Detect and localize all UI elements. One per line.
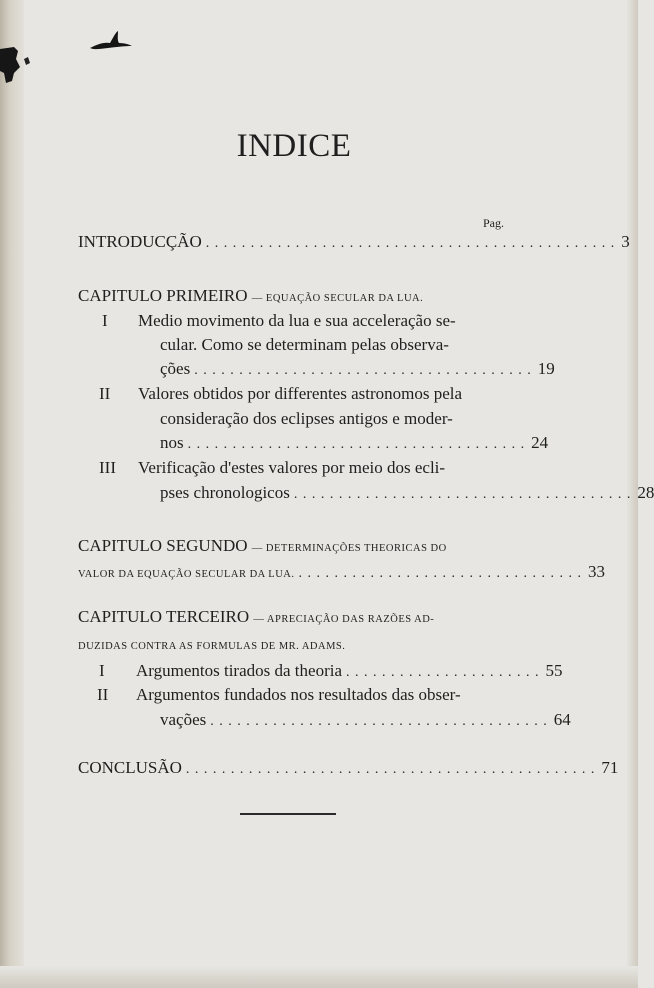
section-text-line: vações (160, 710, 207, 729)
toc-entry-section (160, 710, 571, 730)
chapter-heading-2 (78, 536, 447, 556)
chapter-subtitle: DUZIDAS CONTRA AS FORMULAS DE MR. ADAMS. (78, 641, 346, 652)
leader-dots: . . . . . . . . . . . . . . . . . . . . . . . . . . . . . . . . . . . . . . (293, 487, 632, 502)
section-number: II (97, 685, 109, 704)
section-text-line: ções (160, 359, 191, 378)
leader-dots: . . . . . . . . . . . . . . . . . . . . . . . . . . . . . . . . . . . . . . (187, 437, 526, 452)
chapter-title: CAPITULO SEGUNDO (78, 536, 248, 555)
leader-dots: . . . . . . . . . . . . . . . . . . . . . . (346, 665, 540, 680)
section-number: I (102, 311, 108, 330)
leader-dots: . . . . . . . . . . . . . . . . . . . . . . . . . . . . . . . . . . . . . . . . . . . . . . (205, 236, 616, 251)
section-text-line: pses chronologicos (160, 483, 290, 502)
toc-label: INTRODUCÇÃO (78, 232, 202, 251)
toc-entry-conclusao (78, 758, 619, 778)
toc-entry-section (136, 661, 563, 681)
toc-entry-introducao (78, 232, 630, 252)
toc-entry-section (160, 359, 555, 379)
chapter-subtitle-line (78, 634, 345, 654)
leader-dots: . . . . . . . . . . . . . . . . . . . . . . . . . . . . . . . . . . . . . . (210, 714, 548, 729)
chapter-subtitle: — DETERMINAÇÕES THEORICAS DO (251, 543, 447, 554)
toc-page: 24 (531, 433, 549, 452)
page-column-header: Pag. (483, 216, 504, 230)
section-text-line: nos (160, 433, 184, 452)
leader-dots: . . . . . . . . . . . . . . . . . . . . . . . . . . . . . . . . . . . . . . . . . . . . . . (185, 762, 596, 777)
toc-page: 19 (537, 359, 555, 378)
page-edge-bottom (0, 966, 638, 988)
ink-mark-icon (88, 28, 134, 54)
page-title: INDICE (236, 128, 352, 164)
toc-page: 28 (637, 483, 654, 502)
ink-stain-icon (0, 45, 30, 85)
chapter-title: CAPITULO TERCEIRO (78, 607, 250, 626)
section-text-line: Valores obtidos por differentes astronomos pela (138, 384, 463, 403)
chapter-subtitle: — EQUAÇÃO SECULAR DA LUA. (251, 293, 424, 304)
chapter-subtitle: — APRECIAÇÃO DAS RAZÕES AD- (253, 614, 435, 625)
toc-label: CONCLUSÃO (78, 758, 182, 777)
chapter-heading-1 (78, 286, 423, 306)
chapter-subtitle: VALOR DA EQUAÇÃO SECULAR DA LUA. (78, 569, 295, 580)
leader-dots: . . . . . . . . . . . . . . . . . . . . . . . . . . . . . . . . . . . . . . (194, 363, 532, 378)
section-number: I (99, 661, 105, 680)
section-number: II (99, 384, 111, 403)
toc-entry-section (160, 483, 654, 503)
section-text-line: Verificação d'estes valores por meio dos ecli- (138, 458, 446, 477)
toc-page: 71 (601, 758, 619, 777)
section-text-line: Argumentos tirados da theoria (136, 661, 343, 680)
chapter-heading-3 (78, 607, 434, 627)
chapter-title: CAPITULO PRIMEIRO (78, 286, 248, 305)
ornamental-rule (240, 813, 336, 815)
leader-dots: . . . . . . . . . . . . . . . . . . . . . . . . . . . . . . . . (298, 566, 582, 581)
toc-page: 64 (553, 710, 571, 729)
toc-entry-section (160, 433, 549, 453)
section-text-line: cular. Como se determinam pelas observa- (160, 335, 449, 354)
section-text-line: Medio movimento da lua e sua acceleração se- (138, 311, 456, 330)
toc-page: 3 (621, 232, 630, 251)
toc-page: 55 (545, 661, 563, 680)
toc-entry-chapter-2 (78, 562, 605, 582)
section-text-line: Argumentos fundados nos resultados das obser- (136, 685, 461, 704)
section-number: III (99, 458, 116, 477)
section-text-line: consideração dos eclipses antigos e moder- (160, 409, 453, 428)
toc-page: 33 (587, 562, 605, 581)
